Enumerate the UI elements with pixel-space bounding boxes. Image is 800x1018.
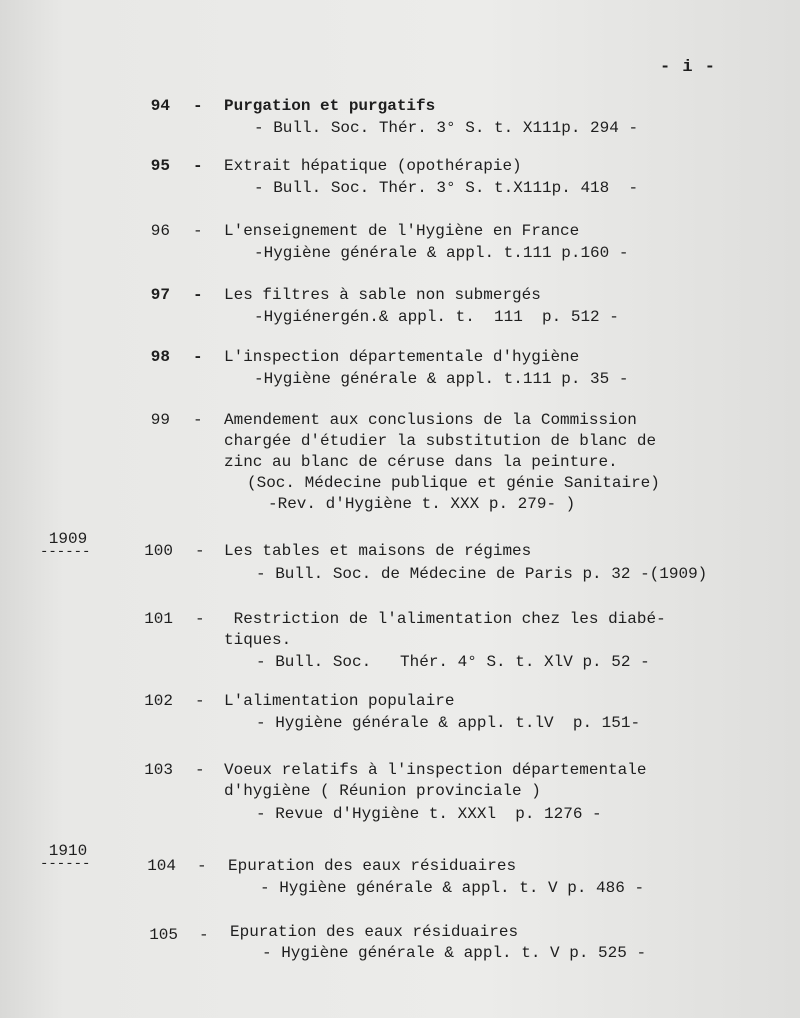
entry-separator: -	[193, 97, 203, 115]
entry-reference: - Bull. Soc. Thér. 4° S. t. XlV p. 52 -	[256, 653, 650, 671]
entry-separator: -	[193, 411, 203, 429]
entry-separator: -	[195, 610, 205, 628]
entry-reference: - Hygiène générale & appl. t. V p. 486 -	[260, 879, 645, 897]
entry-number: 100	[144, 542, 173, 560]
year-label: 1910	[48, 842, 88, 860]
entry-reference: -Rev. d'Hygiène t. XXX p. 279- )	[268, 495, 576, 513]
entry-reference: - Hygiène générale & appl. t. V p. 525 -	[262, 944, 647, 962]
entry-number: 95	[150, 157, 170, 175]
entry-note: (Soc. Médecine publique et génie Sanitaire)	[247, 474, 660, 492]
year-rule: ------	[40, 856, 91, 872]
entry-title: Extrait hépatique (opothérapie)	[224, 157, 522, 175]
entry-title: Epuration des eaux résiduaires	[230, 923, 519, 941]
entry-separator: -	[193, 157, 203, 175]
entry-reference: - Bull. Soc. de Médecine de Paris p. 32 -(1909)	[256, 565, 708, 583]
entry-number: 99	[150, 411, 170, 429]
entry-number: 102	[144, 692, 173, 710]
entry-title: Voeux relatifs à l'inspection départementale	[224, 761, 647, 779]
year-marker-1909	[40, 530, 96, 560]
entry-number: 104	[147, 857, 176, 875]
entry-reference: -Hygiénergén.& appl. t. 111 p. 512 -	[254, 308, 619, 326]
entry-separator: -	[197, 857, 207, 875]
entry-separator: -	[193, 222, 203, 240]
entry-title: Les filtres à sable non submergés	[224, 286, 541, 304]
entry-title: tiques.	[224, 631, 292, 649]
entry-title: Amendement aux conclusions de la Commission	[224, 411, 637, 429]
entry-separator: -	[199, 926, 209, 944]
page-number: - i -	[660, 58, 717, 77]
entry-number: 103	[144, 761, 173, 779]
entry-separator: -	[195, 692, 205, 710]
entry-title: Epuration des eaux résiduaires	[228, 857, 517, 875]
entry-number: 97	[150, 286, 170, 304]
entry-title: L'inspection départementale d'hygiène	[224, 348, 580, 366]
year-marker-1910	[40, 842, 96, 872]
entry-title: L'alimentation populaire	[224, 692, 455, 710]
entry-separator: -	[193, 286, 203, 304]
entry-number: 96	[150, 222, 170, 240]
entry-reference: -Hygiène générale & appl. t.111 p.160 -	[254, 244, 629, 262]
year-label: 1909	[48, 530, 88, 548]
year-rule: ------	[40, 544, 91, 560]
entry-reference: - Revue d'Hygiène t. XXXl p. 1276 -	[256, 805, 602, 823]
entry-number: 105	[149, 926, 178, 944]
entry-reference: - Bull. Soc. Thér. 3° S. t. X111p. 294 -	[254, 119, 639, 137]
entry-reference: - Hygiène générale & appl. t.lV p. 151-	[256, 714, 641, 732]
entry-reference: -Hygiène générale & appl. t.111 p. 35 -	[254, 370, 629, 388]
entry-number: 94	[150, 97, 170, 115]
entry-title: Restriction de l'alimentation chez les diabé-	[224, 610, 666, 628]
entry-separator: -	[195, 761, 205, 779]
entry-title: Les tables et maisons de régimes	[224, 542, 532, 560]
entry-title: Purgation et purgatifs	[224, 97, 436, 115]
entry-number: 101	[144, 610, 173, 628]
entry-separator: -	[195, 542, 205, 560]
entry-title: L'enseignement de l'Hygiène en France	[224, 222, 580, 240]
entry-reference: - Bull. Soc. Thér. 3° S. t.X111p. 418 -	[254, 179, 639, 197]
entry-separator: -	[193, 348, 203, 366]
entry-title: chargée d'étudier la substitution de blanc de	[224, 432, 657, 450]
entry-title: zinc au blanc de céruse dans la peinture.	[224, 453, 618, 471]
entry-number: 98	[150, 348, 170, 366]
entry-title: d'hygiène ( Réunion provinciale )	[224, 782, 541, 800]
